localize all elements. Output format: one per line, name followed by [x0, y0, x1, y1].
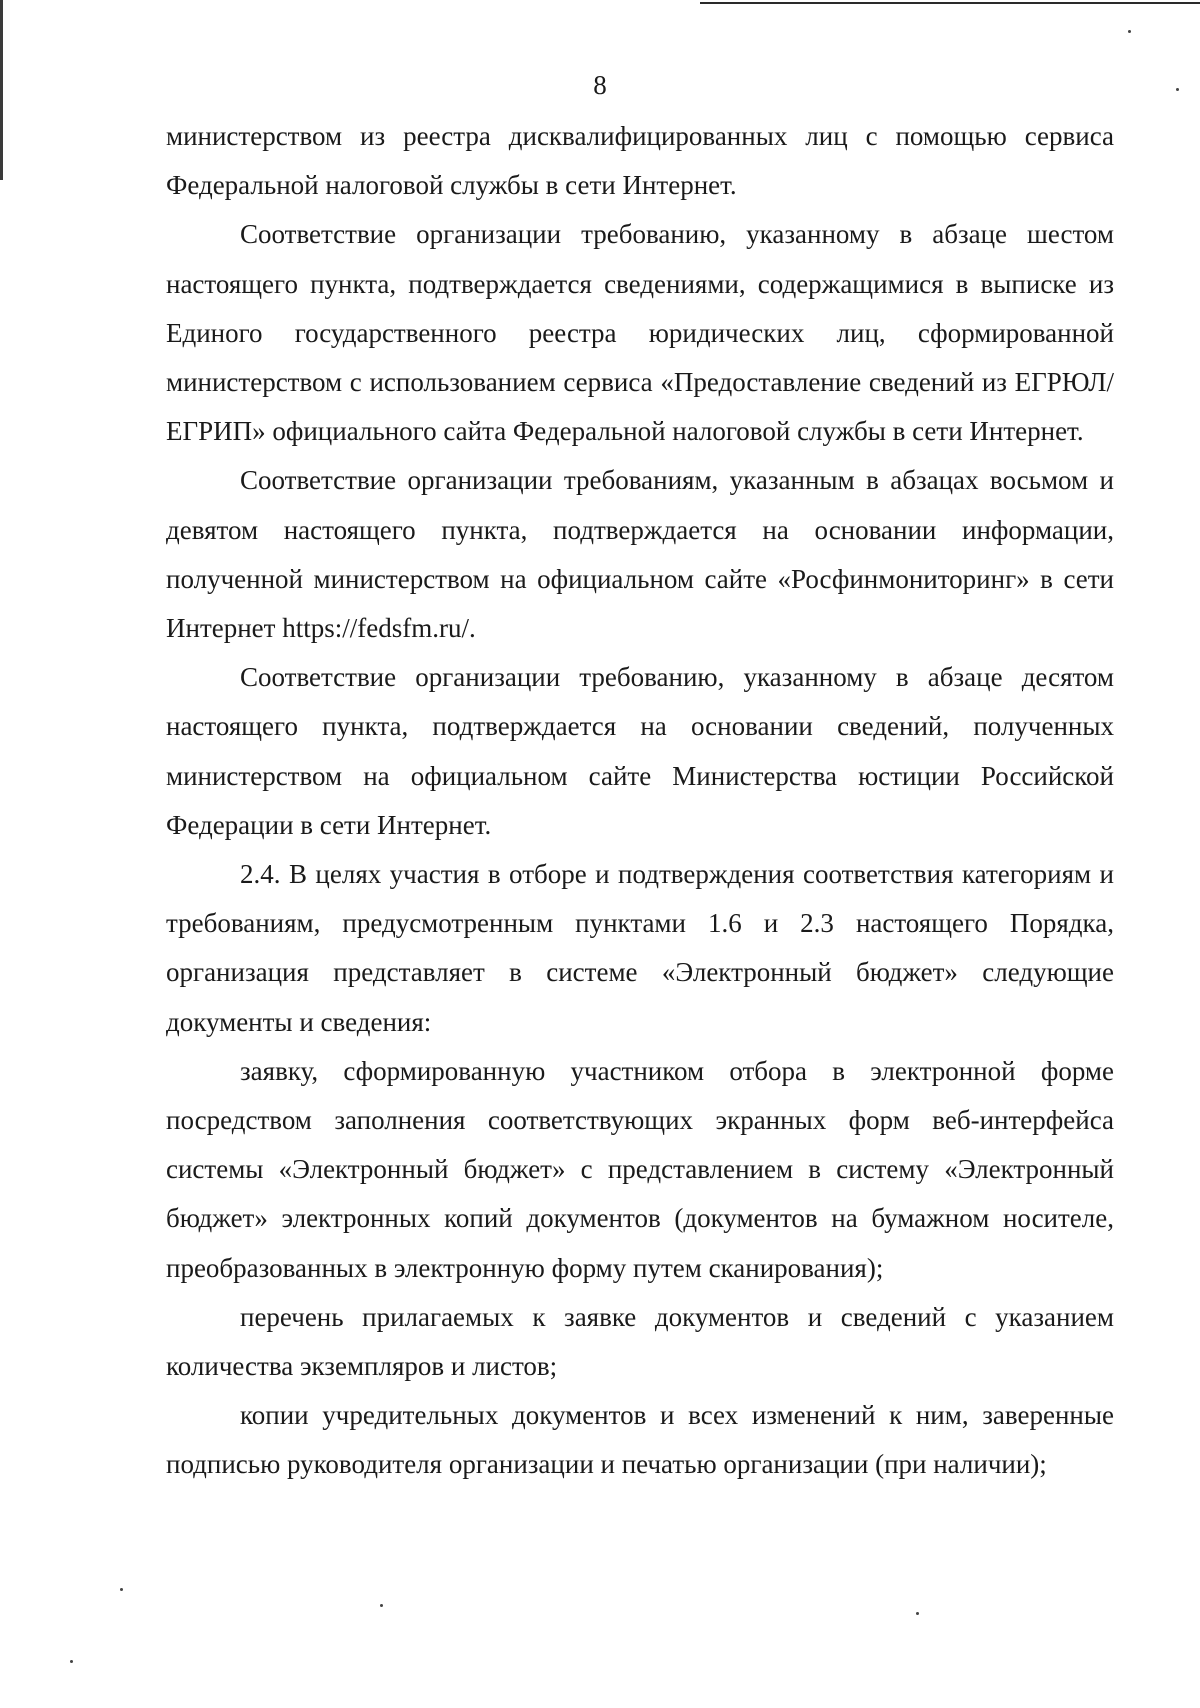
paragraph-charter-copies-item: копии учредительных документов и всех изменений к ним, заверенные подписью руководителя организации и печатью организации (при наличии);: [166, 1400, 1114, 1480]
scan-speck: [1128, 30, 1131, 33]
page-number: 8: [593, 70, 607, 100]
paragraph-rosfinmonitoring-check: Соответствие организации требованиям, указанным в абзацах восьмом и девятом настоящего пункта, подтверждается на основании информации, полученной министерством на официальном сайте «Росфинмониторинг» в сети Интернет https://fedsfm.ru/.: [166, 465, 1114, 644]
scan-speck: [380, 1604, 383, 1607]
paragraph-egrul-check: Соответствие организации требованию, указанному в абзаце шестом настоящего пункта, подтверждается сведениями, содержащимися в выписке из Единого государственного реестра юридических лиц, сформированной министерством с использованием сервиса «Предоставление сведений из ЕГРЮЛ/ЕГРИП» официального сайта Федеральной налоговой службы в сети Интернет.: [166, 219, 1114, 447]
paragraph-minjust-check: Соответствие организации требованию, указанному в абзаце десятом настоящего пункта, подтверждается на основании сведений, полученных министерством на официальном сайте Министерства юстиции Российской Федерации в сети Интернет.: [166, 662, 1114, 840]
scan-border-top: [700, 2, 1200, 4]
paragraph-documents-list-item: перечень прилагаемых к заявке документов и сведений с указанием количества экземпляров и листов;: [166, 1301, 1114, 1382]
paragraph-continuation: министерством из реестра дисквалифицированных лиц с помощью сервиса Федеральной налоговой службы в сети Интернет.: [166, 121, 1114, 201]
scan-speck: [70, 1660, 73, 1663]
document-body: [166, 112, 1114, 1490]
paragraph-section-2-4: 2.4. В целях участия в отборе и подтверждения соответствия категориям и требованиям, предусмотренным пунктами 1.6 и 2.3 настоящего Порядка, организация представляет в системе «Электронный бюджет» следующие документы и сведения:: [166, 859, 1114, 1037]
paragraph-application-item: заявку, сформированную участником отбора в электронной форме посредством заполнения соответствующих экранных форм веб-интерфейса системы «Электронный бюджет» с представлением в систему «Электронный бюджет» электронных копий документов (документов на бумажном носителе, преобразованных в электронную форму путем сканирования);: [166, 1055, 1114, 1283]
scan-speck: [916, 1612, 919, 1615]
scan-speck: [120, 1588, 123, 1591]
